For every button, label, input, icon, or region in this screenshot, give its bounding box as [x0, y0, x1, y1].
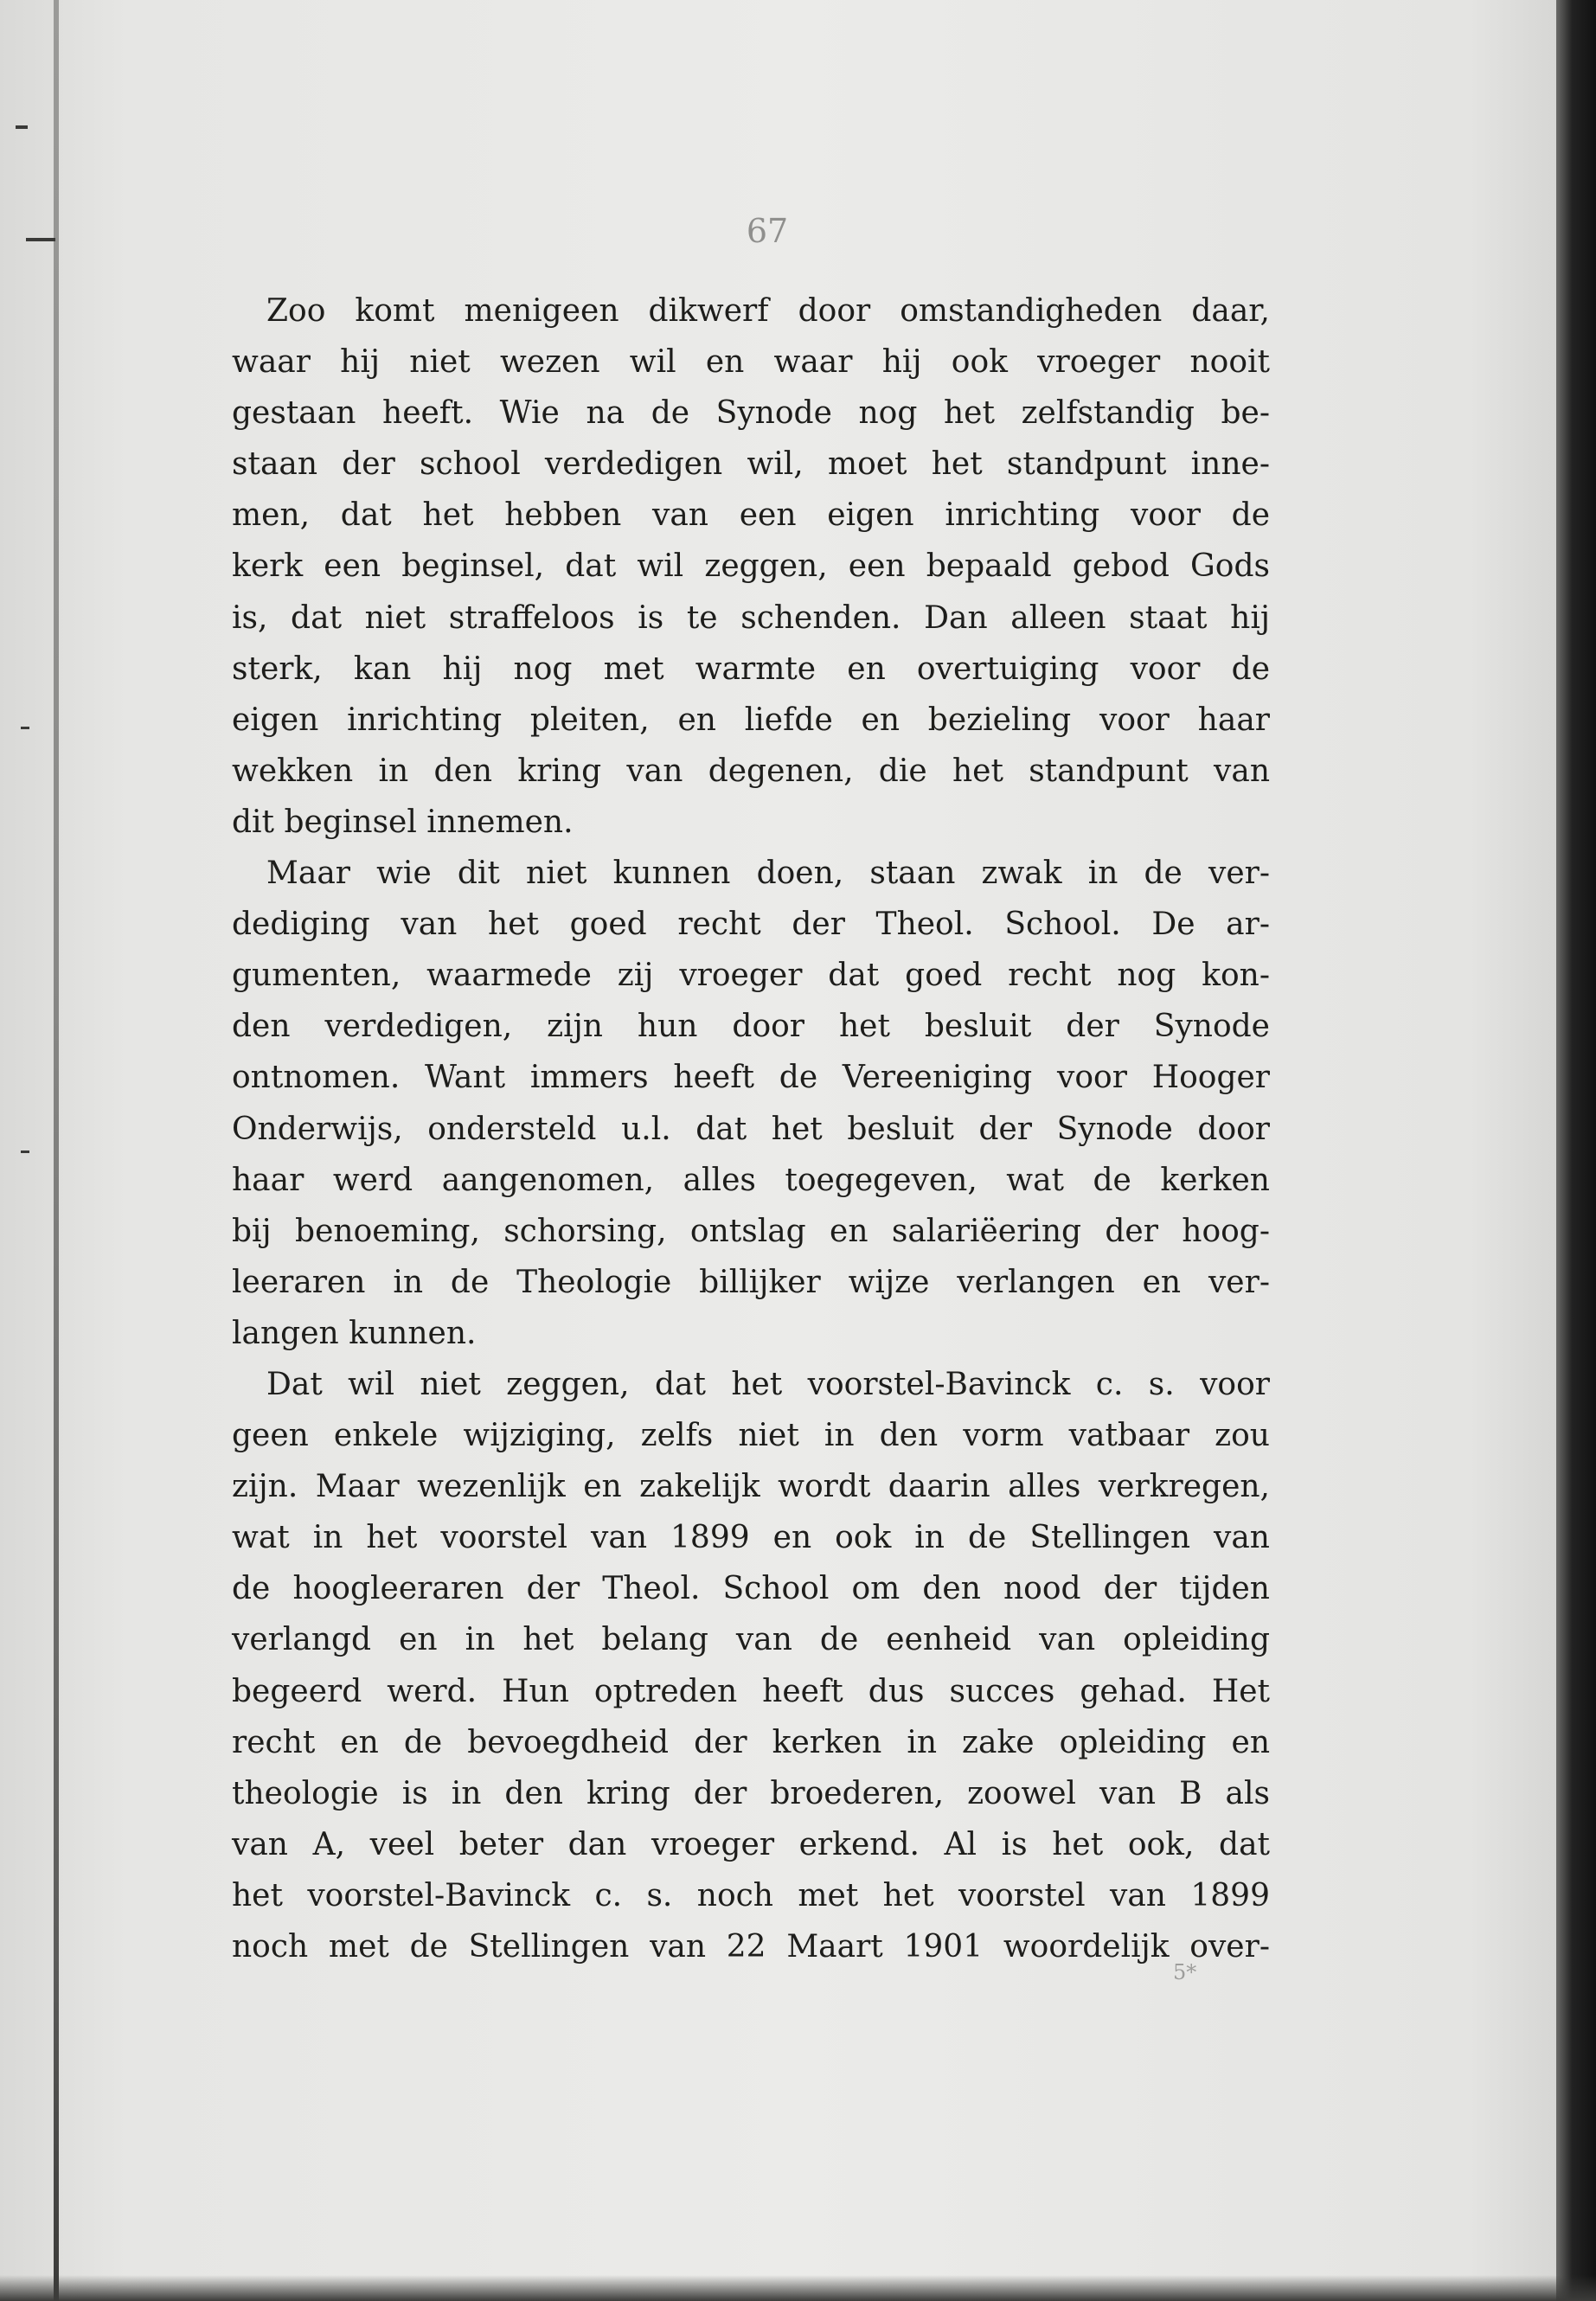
text-line: Zoo komt menigeen dikwerf door omstandigheden daar, [266, 293, 1270, 329]
text-line: begeerd werd. Hun optreden heeft dus succes gehad. Het [232, 1673, 1270, 1709]
page-right-edge [1556, 0, 1596, 2301]
text-line: het voorstel-Bavinck c. s. noch met het voorstel van 1899 [232, 1877, 1270, 1913]
scan-mark [16, 125, 28, 129]
text-line: ontnomen. Want immers heeft de Vereeniging voor Hooger [232, 1060, 1270, 1096]
text-line: eigen inrichting pleiten, en liefde en bezieling voor haar [232, 702, 1270, 738]
text-line: gestaan heeft. Wie na de Synode nog het zelfstandig be- [232, 395, 1270, 432]
scan-mark [21, 727, 29, 729]
text-line: Dat wil niet zeggen, dat het voorstel-Bavinck c. s. voor [266, 1366, 1270, 1402]
text-line: men, dat het hebben van een eigen inrichting voor de [232, 497, 1270, 534]
page-number: 67 [746, 212, 789, 250]
text-line: wekken in den kring van degenen, die het standpunt van [232, 753, 1270, 789]
body-text [232, 285, 1270, 1972]
text-line: van A, veel beter dan vroeger erkend. Al is het ook, dat [232, 1826, 1270, 1862]
text-line: haar werd aangenomen, alles toegegeven, wat de kerken [232, 1162, 1270, 1198]
text-line: staan der school verdedigen wil, moet het standpunt inne- [232, 446, 1270, 483]
text-line: den verdedigen, zijn hun door het besluit der Synode [232, 1009, 1270, 1045]
text-line: noch met de Stellingen van 22 Maart 1901 woordelijk over- [232, 1929, 1270, 1965]
page-bottom-edge [0, 2275, 1596, 2301]
text-line: Onderwijs, ondersteld u.l. dat het besluit der Synode door [232, 1111, 1270, 1147]
text-line: leeraren in de Theologie billijker wijze verlangen en ver- [232, 1264, 1270, 1300]
text-line: geen enkele wijziging, zelfs niet in den vorm vatbaar zou [232, 1418, 1270, 1454]
page-left-edge [54, 0, 59, 2301]
scan-mark [21, 1150, 29, 1153]
text-line: de hoogleeraren der Theol. School om den nood der tijden [232, 1571, 1270, 1607]
text-line: waar hij niet wezen wil en waar hij ook vroeger nooit [232, 344, 1270, 381]
text-line: is, dat niet straffeloos is te schenden. Dan alleen staat hij [232, 599, 1270, 636]
text-line: theologie is in den kring der broederen, zoowel van B als [232, 1775, 1270, 1811]
text-line: langen kunnen. [232, 1315, 477, 1351]
text-line: recht en de bevoegdheid der kerken in zake opleiding en [232, 1724, 1270, 1760]
text-line: kerk een beginsel, dat wil zeggen, een bepaald gebod Gods [232, 548, 1270, 585]
text-line: sterk, kan hij nog met warmte en overtuiging voor de [232, 651, 1270, 687]
text-line: dediging van het goed recht der Theol. School. De ar- [232, 907, 1270, 943]
text-line: verlangd en in het belang van de eenheid van opleiding [232, 1622, 1270, 1658]
signature-mark: 5* [1173, 1960, 1197, 1984]
text-line: bij benoeming, schorsing, ontslag en salariëering der hoog- [232, 1213, 1270, 1249]
text-line: wat in het voorstel van 1899 en ook in de Stellingen van [232, 1520, 1270, 1556]
text-line: dit beginsel innemen. [232, 804, 574, 840]
text-line: zijn. Maar wezenlijk en zakelijk wordt daarin alles verkregen, [232, 1469, 1270, 1505]
text-line: gumenten, waarmede zij vroeger dat goed recht nog kon- [232, 958, 1270, 994]
text-line: Maar wie dit niet kunnen doen, staan zwak in de ver- [266, 856, 1270, 892]
